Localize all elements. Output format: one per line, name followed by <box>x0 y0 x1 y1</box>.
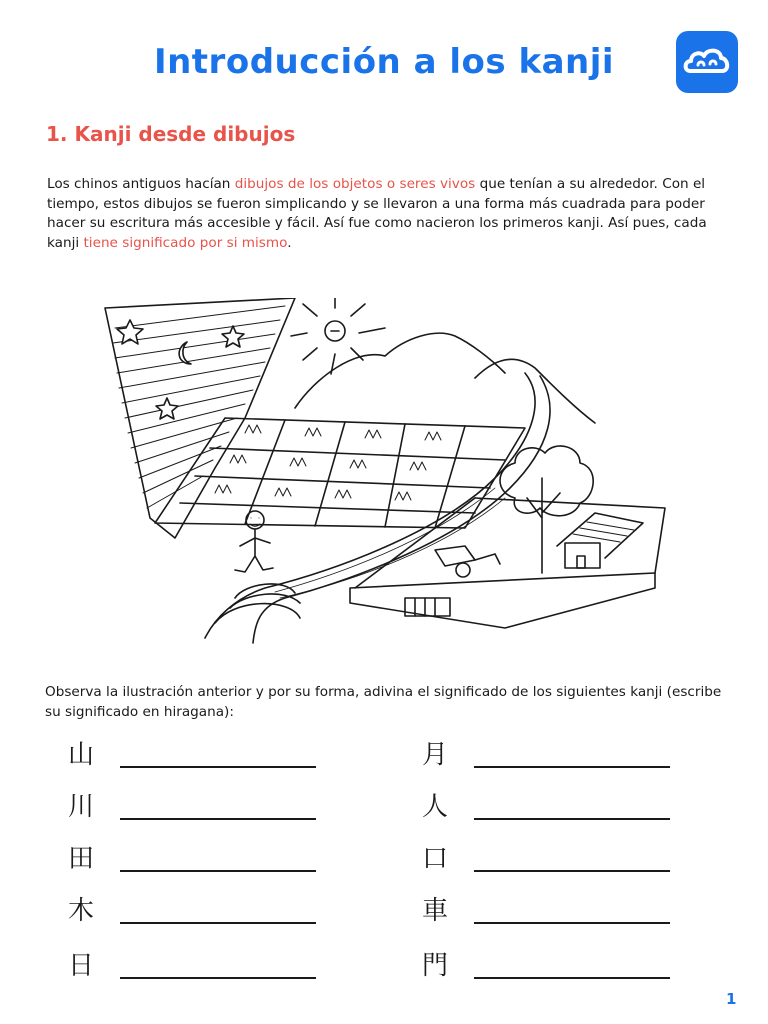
kanji-character: 田 <box>68 844 95 874</box>
paragraph-highlight: dibujos de los objetos o seres vivos <box>234 176 476 192</box>
exercise-instruction: Observa la ilustración anterior y por su forma, adivina el significado de los siguientes kanji (escribe su significado en hiragana): <box>45 684 722 720</box>
kanji-exercise-item <box>422 844 682 884</box>
landscape-illustration <box>95 298 685 660</box>
paragraph-highlight: tiene significado por si mismo <box>83 234 288 251</box>
paragraph-text: . <box>287 234 292 251</box>
answer-line[interactable] <box>474 922 670 924</box>
kanji-exercise-item <box>422 740 682 780</box>
kanji-exercise-item <box>422 792 682 832</box>
kanji-exercise-item <box>68 792 328 832</box>
logo <box>676 31 738 93</box>
answer-line[interactable] <box>120 766 316 768</box>
answer-line[interactable] <box>120 977 316 979</box>
section-heading: 1. Kanji desde dibujos <box>46 122 296 146</box>
answer-line[interactable] <box>474 766 670 768</box>
kanji-character: 山 <box>68 740 95 770</box>
kanji-exercise-item <box>422 896 682 936</box>
intro-paragraph <box>47 175 737 253</box>
paragraph-text: Los chinos antiguos hacían <box>47 176 235 192</box>
answer-line[interactable] <box>120 870 316 872</box>
kanji-character: 月 <box>422 740 449 770</box>
kanji-exercise-item <box>68 740 328 780</box>
kanji-exercise-item <box>422 951 682 991</box>
kanji-character: 車 <box>422 896 449 926</box>
kanji-exercise-item <box>68 951 328 991</box>
answer-line[interactable] <box>474 818 670 820</box>
kanji-character: 川 <box>68 792 95 822</box>
page-title: Introducción a los kanji <box>153 42 615 82</box>
kanji-character: 日 <box>68 951 95 981</box>
kanji-character: 人 <box>422 792 449 822</box>
answer-line[interactable] <box>120 818 316 820</box>
cloud-icon <box>676 31 738 93</box>
page-number: 1 <box>726 990 737 1008</box>
kanji-exercise-item <box>68 896 328 936</box>
kanji-character: 門 <box>422 951 449 981</box>
kanji-character: 木 <box>68 896 95 926</box>
answer-line[interactable] <box>120 922 316 924</box>
kanji-character: 口 <box>422 844 449 874</box>
paragraph-text: que tenían a su alrededor. Con el tiempo, estos dibujos se fueron simplicando y se llevaron a una forma más cuadrada para poder hacer su escritura más accesible y fácil. Así fue como nacieron los primeros kanji. Así pues, cada kanji <box>47 176 707 251</box>
kanji-exercise-item <box>68 844 328 884</box>
answer-line[interactable] <box>474 870 670 872</box>
answer-line[interactable] <box>474 977 670 979</box>
